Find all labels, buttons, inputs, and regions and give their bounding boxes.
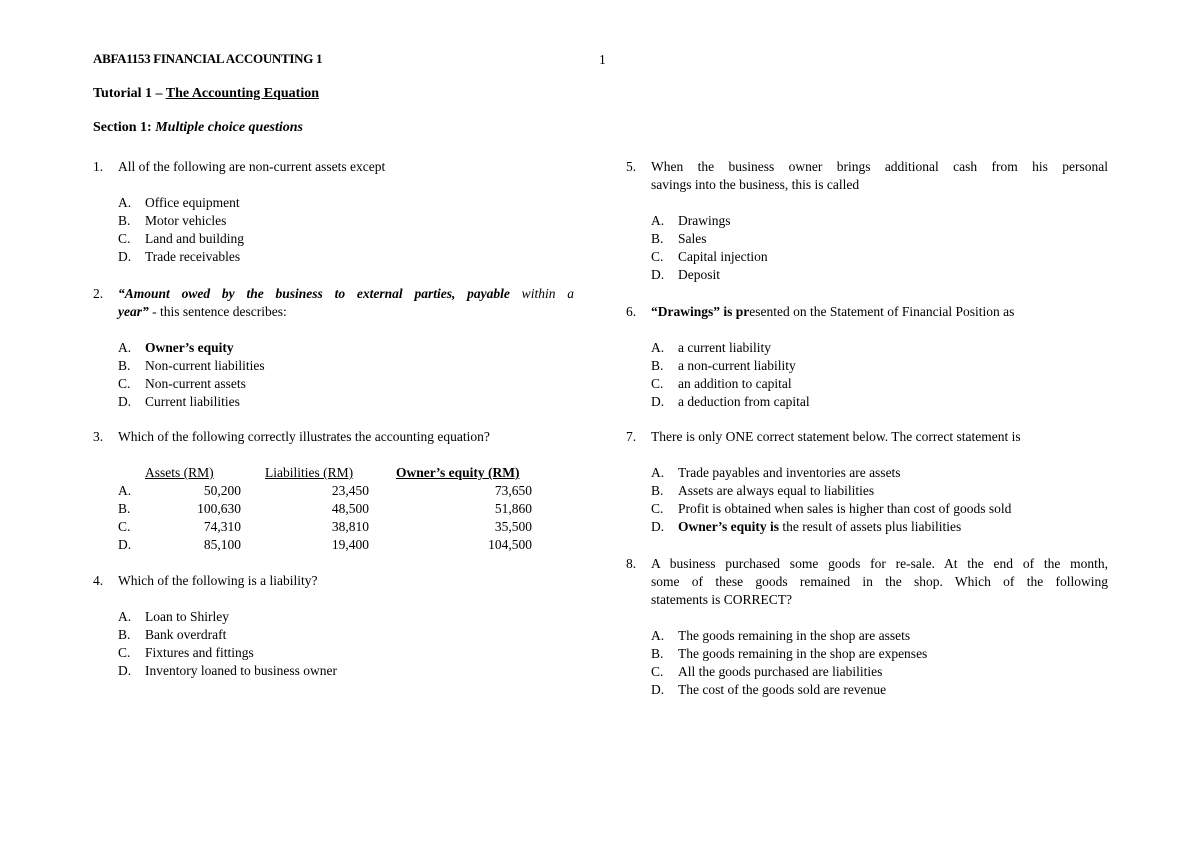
- header-assets: Assets (RM): [145, 465, 214, 480]
- option-c: [651, 500, 1011, 518]
- header-equity: Owner’s equity (RM): [396, 465, 520, 480]
- option-letter: B.: [651, 483, 664, 498]
- stem-italic-part: within a: [509, 286, 575, 301]
- stem-line-2: savings into the business, this is called: [651, 177, 860, 192]
- option-text: a current liability: [678, 340, 771, 355]
- option-a: [651, 212, 768, 230]
- option-b: [118, 626, 337, 644]
- tutorial-heading: [93, 86, 319, 102]
- option-text: Trade receivables: [145, 249, 241, 264]
- option-text: Motor vehicles: [145, 213, 227, 228]
- question-number: 1.: [93, 159, 104, 174]
- option-text: The goods remaining in the shop are expenses: [678, 646, 928, 661]
- option-letter: C.: [118, 231, 131, 246]
- table-row: [118, 500, 532, 518]
- option-letter: A.: [118, 340, 132, 355]
- cell-liabilities: 38,810: [331, 519, 369, 534]
- option-text: Loan to Shirley: [145, 609, 229, 624]
- tutorial-title: The Accounting Equation: [165, 86, 320, 101]
- option-c: [118, 644, 337, 662]
- cell-liabilities: 19,400: [331, 537, 369, 552]
- option-text: Land and building: [145, 231, 244, 246]
- table-header: [265, 464, 396, 482]
- option-a: [118, 608, 337, 626]
- question-stem: Which of the following correctly illustrates the accounting equation?: [118, 429, 490, 444]
- stem-rest: - this sentence describes:: [148, 304, 287, 319]
- table-header-row: [118, 464, 532, 482]
- option-letter: B.: [118, 358, 131, 373]
- option-letter: C.: [651, 249, 664, 264]
- question-stem: All of the following are non-current assets except: [118, 159, 386, 174]
- course-title: ABFA1153 FINANCIAL ACCOUNTING 1: [93, 51, 323, 66]
- option-letter: B.: [118, 213, 131, 228]
- question-number: 5.: [626, 159, 637, 174]
- option-letter: D.: [651, 519, 665, 534]
- options-list: [651, 627, 927, 699]
- option-letter: D.: [651, 682, 665, 697]
- option-a: [651, 339, 810, 357]
- option-b: [118, 212, 244, 230]
- option-d: [651, 681, 927, 699]
- option-text: Bank overdraft: [145, 627, 227, 642]
- option-b: [651, 230, 768, 248]
- page-number: 1: [599, 52, 606, 67]
- option-text: Trade payables and inventories are assets: [678, 465, 901, 480]
- option-text: Non-current liabilities: [145, 358, 265, 373]
- option-letter: D.: [118, 663, 132, 678]
- option-text: Owner’s equity: [145, 340, 234, 355]
- stem-bold-part-2: year”: [118, 304, 149, 319]
- row-letter: D.: [118, 537, 132, 552]
- option-c: [118, 230, 244, 248]
- options-list: [118, 608, 337, 680]
- cell-equity: 35,500: [494, 519, 532, 534]
- cell-equity: 73,650: [494, 483, 532, 498]
- cell-liabilities: 23,450: [331, 483, 369, 498]
- option-text: The goods remaining in the shop are assets: [678, 628, 911, 643]
- question-stem: [651, 555, 1108, 609]
- option-letter: D.: [651, 394, 665, 409]
- option-text: a deduction from capital: [678, 394, 810, 409]
- option-a: [651, 627, 927, 645]
- header-liabilities: Liabilities (RM): [265, 465, 354, 480]
- option-letter: C.: [651, 664, 664, 679]
- question-stem: Which of the following is a liability?: [118, 573, 318, 588]
- table-row: [118, 518, 532, 536]
- options-list: [118, 339, 265, 411]
- question-stem: [651, 158, 1108, 194]
- option-text-bold: Owner’s equity is: [678, 519, 779, 534]
- question-number: 8.: [626, 556, 637, 571]
- option-text: Current liabilities: [145, 394, 240, 409]
- option-letter: A.: [118, 195, 132, 210]
- option-d: [651, 393, 810, 411]
- table-header: [145, 464, 265, 482]
- question-stem: [118, 285, 574, 321]
- option-text: an addition to capital: [678, 376, 792, 391]
- question-stem: There is only ONE correct statement below. The correct statement is: [651, 429, 1021, 444]
- table-row: [118, 482, 532, 500]
- cell-liabilities: 48,500: [331, 501, 369, 516]
- table-row: [118, 536, 532, 554]
- cell-assets: 85,100: [203, 537, 241, 552]
- option-text: The cost of the goods sold are revenue: [678, 682, 887, 697]
- option-letter: A.: [651, 628, 665, 643]
- option-d: [118, 248, 244, 266]
- option-text: Drawings: [678, 213, 731, 228]
- stem-rest: esented on the Statement of Financial Position as: [749, 304, 1015, 319]
- cell-assets: 50,200: [203, 483, 241, 498]
- option-letter: C.: [651, 376, 664, 391]
- question-number: 6.: [626, 304, 637, 319]
- option-a: [651, 464, 1011, 482]
- option-b: [651, 482, 1011, 500]
- option-text: Profit is obtained when sales is higher than cost of goods sold: [678, 501, 1012, 516]
- row-letter: A.: [118, 483, 132, 498]
- option-letter: D.: [118, 249, 132, 264]
- option-d: [118, 393, 265, 411]
- option-letter: D.: [118, 394, 132, 409]
- option-text: a non-current liability: [678, 358, 796, 373]
- option-letter: C.: [118, 376, 131, 391]
- option-d: [651, 518, 1011, 536]
- option-letter: A.: [651, 213, 665, 228]
- option-text: Sales: [678, 231, 707, 246]
- option-d: [118, 662, 337, 680]
- option-d: [651, 266, 768, 284]
- option-text: Office equipment: [145, 195, 240, 210]
- option-text: Assets are always equal to liabilities: [678, 483, 875, 498]
- cell-assets: 74,310: [203, 519, 241, 534]
- option-text: Fixtures and fittings: [145, 645, 254, 660]
- option-b: [118, 357, 265, 375]
- option-letter: C.: [118, 645, 131, 660]
- row-letter: C.: [118, 519, 131, 534]
- option-letter: D.: [651, 267, 665, 282]
- option-letter: A.: [651, 465, 665, 480]
- question-stem: [651, 303, 1014, 321]
- option-c: [651, 375, 810, 393]
- option-a: [118, 339, 265, 357]
- option-letter: B.: [118, 627, 131, 642]
- table-header: [396, 464, 532, 482]
- option-b: [651, 645, 927, 663]
- option-letter: A.: [651, 340, 665, 355]
- option-text: All the goods purchased are liabilities: [678, 664, 883, 679]
- option-a: [118, 194, 244, 212]
- option-text: Non-current assets: [145, 376, 246, 391]
- cell-equity: 104,500: [488, 537, 532, 552]
- question-number: 4.: [93, 573, 104, 588]
- stem-line-1: When the business owner brings additional cash from his personal: [651, 159, 1108, 174]
- option-text: the result of assets plus liabilities: [779, 519, 962, 534]
- stem-line-1: A business purchased some goods for re-sale. At the end of the month,: [651, 556, 1108, 571]
- option-text: Deposit: [678, 267, 720, 282]
- question-number: 2.: [93, 286, 104, 301]
- options-list: [118, 194, 244, 266]
- option-b: [651, 357, 810, 375]
- stem-bold-part: “Drawings” is pr: [651, 304, 750, 319]
- cell-assets: 100,630: [197, 501, 241, 516]
- options-list: [651, 464, 1011, 536]
- stem-line-2: some of these goods remained in the shop. Which of the following: [651, 574, 1108, 589]
- option-c: [651, 663, 927, 681]
- row-letter: B.: [118, 501, 131, 516]
- option-text: Inventory loaned to business owner: [145, 663, 337, 678]
- cell-equity: 51,860: [494, 501, 532, 516]
- options-list: [651, 339, 810, 411]
- option-c: [651, 248, 768, 266]
- option-c: [118, 375, 265, 393]
- option-letter: A.: [118, 609, 132, 624]
- section-heading: [93, 120, 303, 136]
- equation-table: [118, 464, 532, 554]
- question-number: 3.: [93, 429, 104, 444]
- option-text: Capital injection: [678, 249, 768, 264]
- tutorial-prefix: Tutorial 1 –: [93, 86, 166, 101]
- option-letter: B.: [651, 231, 664, 246]
- section-title: Multiple choice questions: [155, 120, 304, 135]
- option-letter: B.: [651, 646, 664, 661]
- section-prefix: Section 1:: [93, 120, 156, 135]
- options-list: [651, 212, 768, 284]
- stem-bold-part: “Amount owed by the business to external parties, payable: [118, 286, 510, 301]
- option-letter: B.: [651, 358, 664, 373]
- option-letter: C.: [651, 501, 664, 516]
- question-number: 7.: [626, 429, 637, 444]
- stem-line-3: statements is CORRECT?: [651, 592, 792, 607]
